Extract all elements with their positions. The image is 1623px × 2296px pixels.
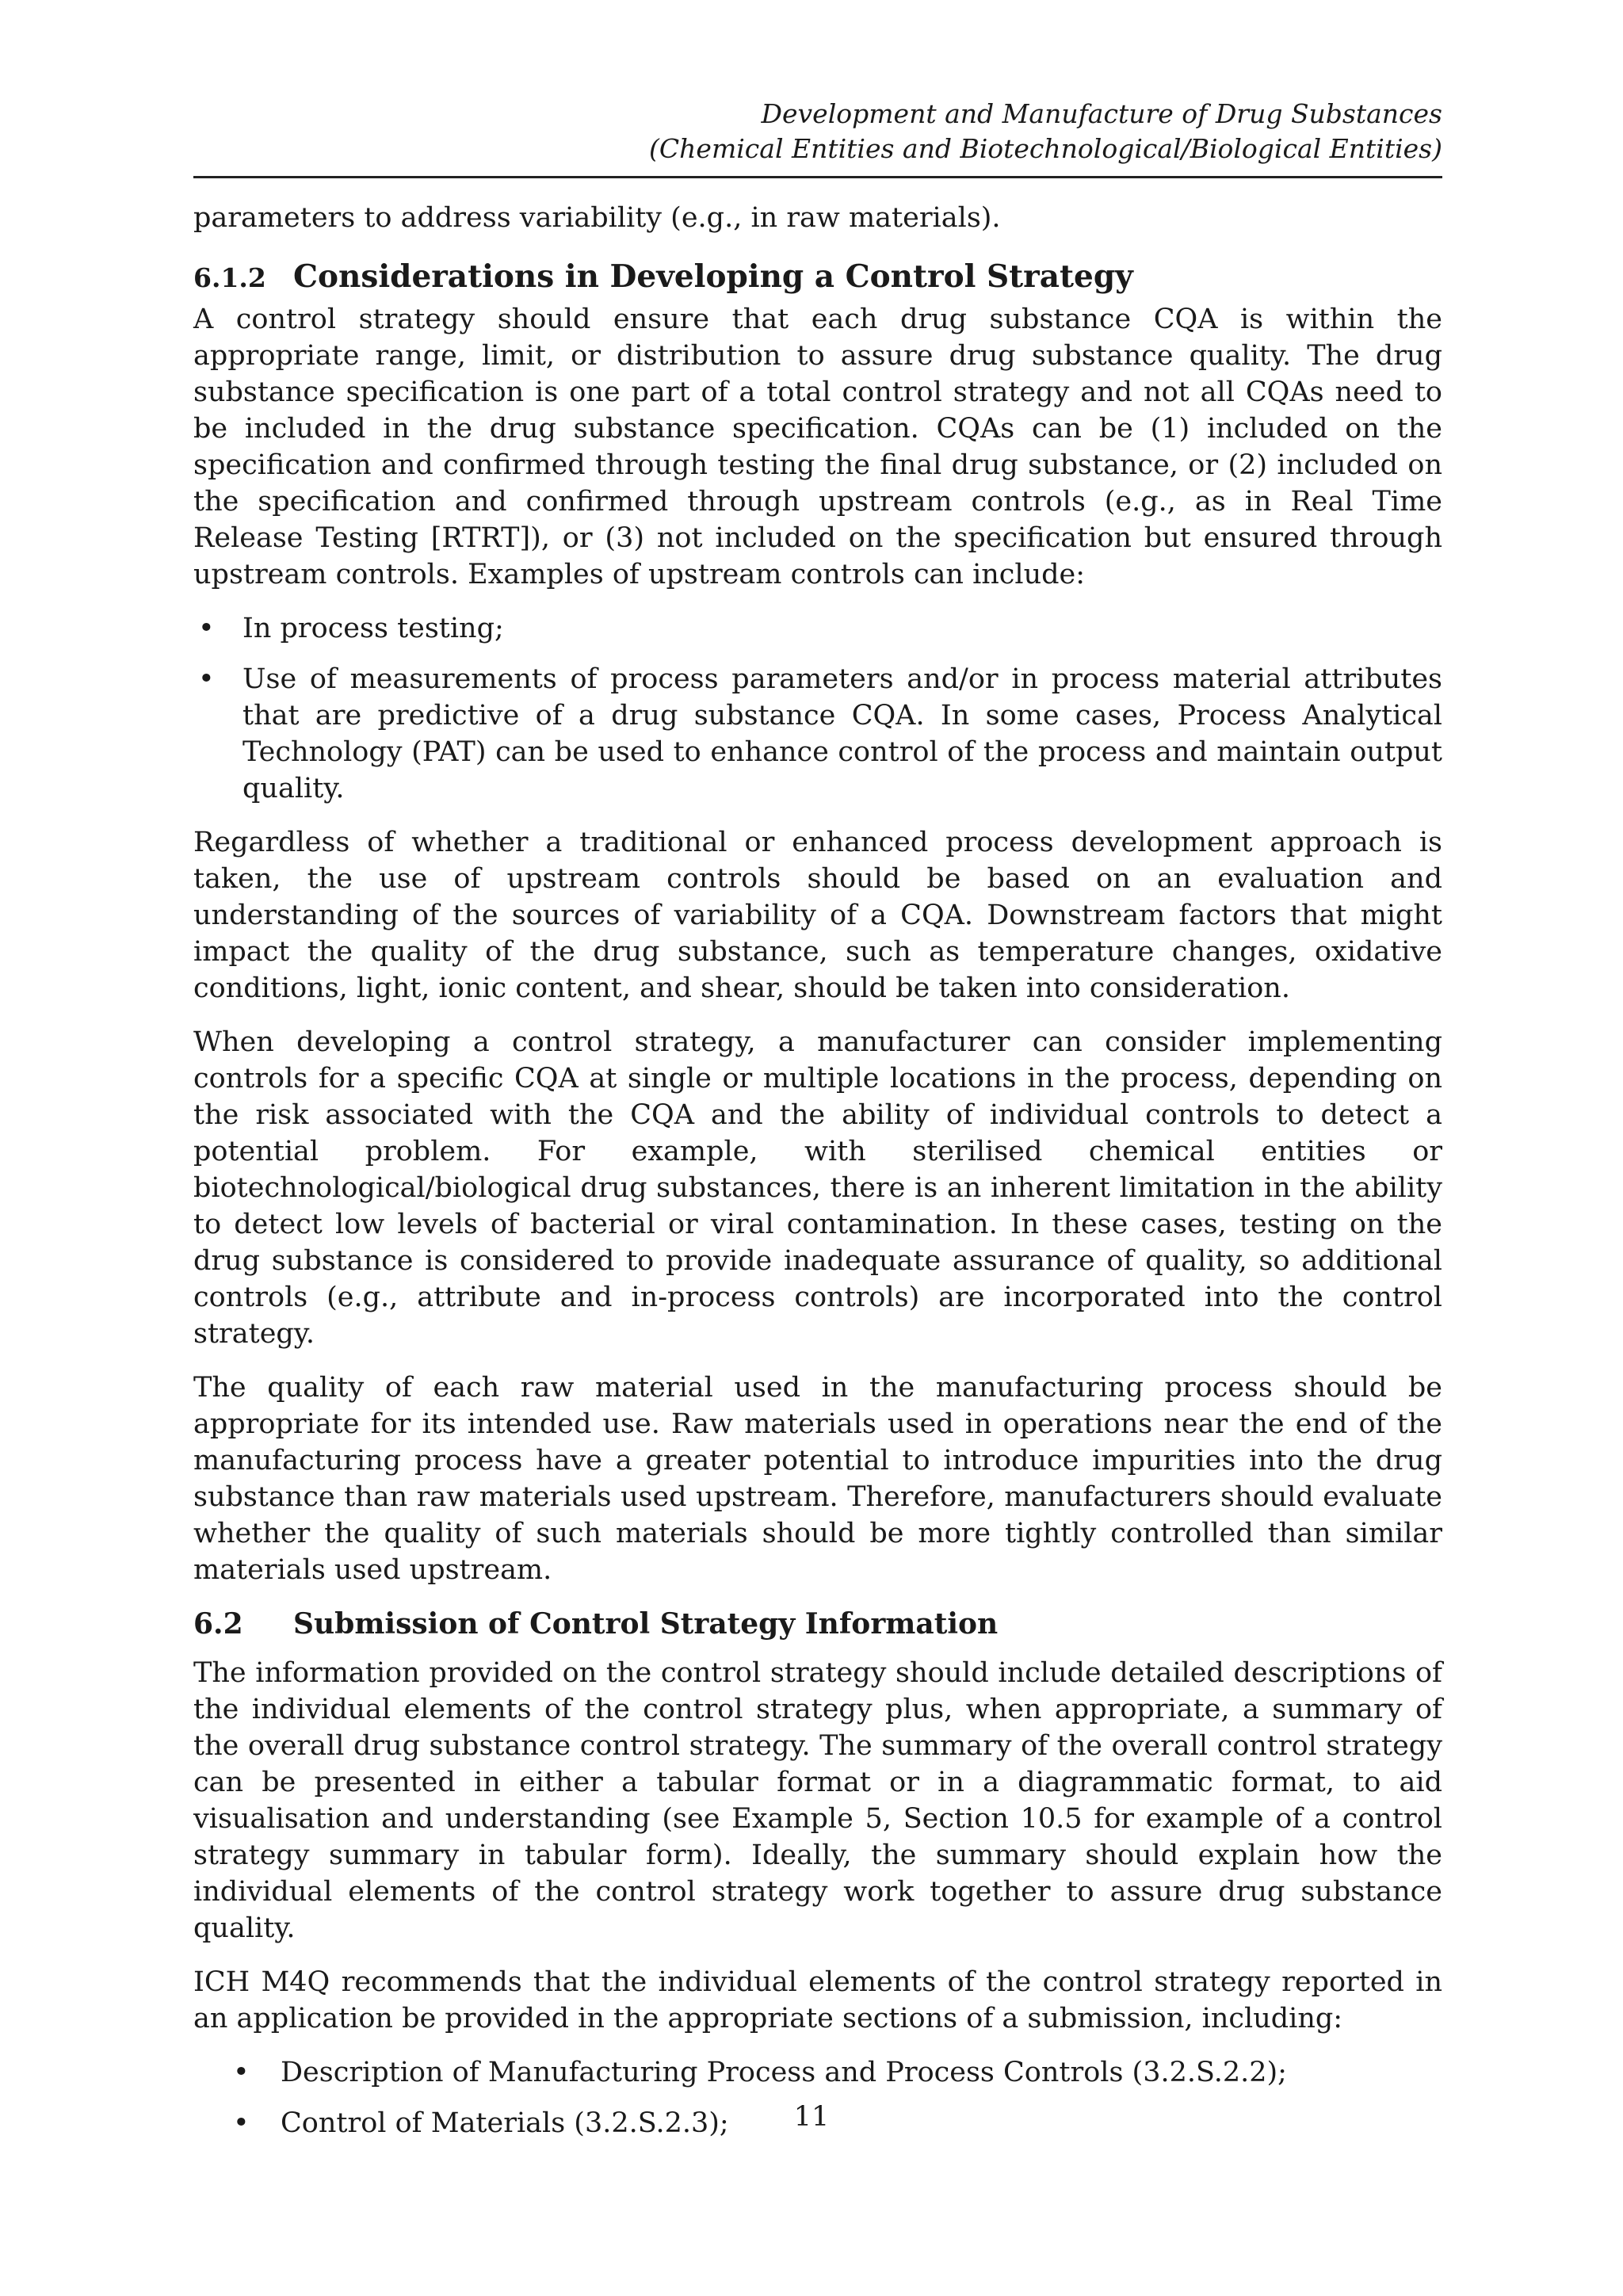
- header-line-1: Development and Manufacture of Drug Substances: [761, 98, 1442, 129]
- paragraph: The quality of each raw material used in the manufacturing process should be appropriate for its intended use. Raw materials used in operations near the end of the manufacturing process have a greater potential to introduce impurities into the drug substance than raw materials used upstream. Therefore, manufacturers should evaluate whether the quality of such materials should be more tightly controlled than similar materials used upstream.: [193, 1372, 1442, 1586]
- intro-paragraph: parameters to address variability (e.g., in raw materials).: [193, 202, 1001, 234]
- paragraph: Regardless of whether a traditional or enhanced process development approach is taken, the use of upstream controls should be based on an evaluation and understanding of the sources of variability of a CQA. Downstream factors that might impact the quality of the drug substance, such as temperature changes, oxidative conditions, light, ionic content, and shear, should be taken into consideration.: [193, 827, 1442, 1004]
- paragraph: When developing a control strategy, a manufacturer can consider implementing controls for a specific CQA at single or multiple locations in the process, depending on the risk associated with the CQA and the ability of individual controls to detect a potential problem. For example, with sterilised chemical entities or biotechnological/biological drug substances, there is an inherent limitation in the ability to detect low levels of bacterial or viral contamination. In these cases, testing on the drug substance is considered to provide inadequate assurance of quality, so additional controls (e.g., attribute and in-process controls) are incorporated into the control strategy.: [193, 1026, 1442, 1350]
- running-header: [193, 97, 1442, 178]
- section-number: 6.1.2: [193, 262, 266, 293]
- section-6-1-2-heading: [193, 257, 1442, 298]
- section-title: Considerations in Developing a Control Strategy: [293, 258, 1133, 295]
- list-item: • Use of measurements of process parameters and/or in process material attributes that are predictive of a drug substance CQA. In some cases, Process Analytical Technology (PAT) can be used to enhance control of the process and maintain output quality.: [193, 661, 1442, 807]
- list-item: • In process testing;: [193, 610, 1442, 647]
- section-number: 6.2: [193, 1607, 243, 1641]
- upstream-controls-list: [193, 610, 1442, 807]
- paragraph: The information provided on the control strategy should include detailed descriptions of the individual elements of the control strategy plus, when appropriate, a summary of the overall drug substance control strategy. The summary of the overall control strategy can be presented in either a tabular format or in a diagrammatic format, to aid visualisation and understanding (see Example 5, Section 10.5 for example of a control strategy summary in tabular form). Ideally, the summary should explain how the individual elements of the control strategy work together to assure drug substance quality.: [193, 1657, 1442, 1944]
- paragraph: A control strategy should ensure that each drug substance CQA is within the appropriate range, limit, or distribution to assure drug substance quality. The drug substance specification is one part of a total control strategy and not all CQAs need to be included in the drug substance specification. CQAs can be (1) included on the specification and confirmed through testing the final drug substance, or (2) included on the specification and confirmed through upstream controls (e.g., as in Real Time Release Testing [RTRT]), or (3) not included on the specification but ensured through upstream controls. Examples of upstream controls can include:: [193, 304, 1442, 590]
- list-item: • Description of Manufacturing Process and Process Controls (3.2.S.2.2);: [193, 2054, 1442, 2091]
- page-content: [193, 200, 1442, 2159]
- header-line-2: (Chemical Entities and Biotechnological/Biological Entities): [649, 133, 1442, 164]
- page-number: 11: [793, 2101, 830, 2133]
- list-item: • Control of Materials (3.2.S.2.3);: [193, 2105, 1442, 2141]
- section-title: Submission of Control Strategy Information: [293, 1607, 999, 1641]
- section-6-2-heading: [193, 1606, 1442, 1642]
- paragraph: ICH M4Q recommends that the individual elements of the control strategy reported in an application be provided in the appropriate sections of a submission, including:: [193, 1966, 1442, 2034]
